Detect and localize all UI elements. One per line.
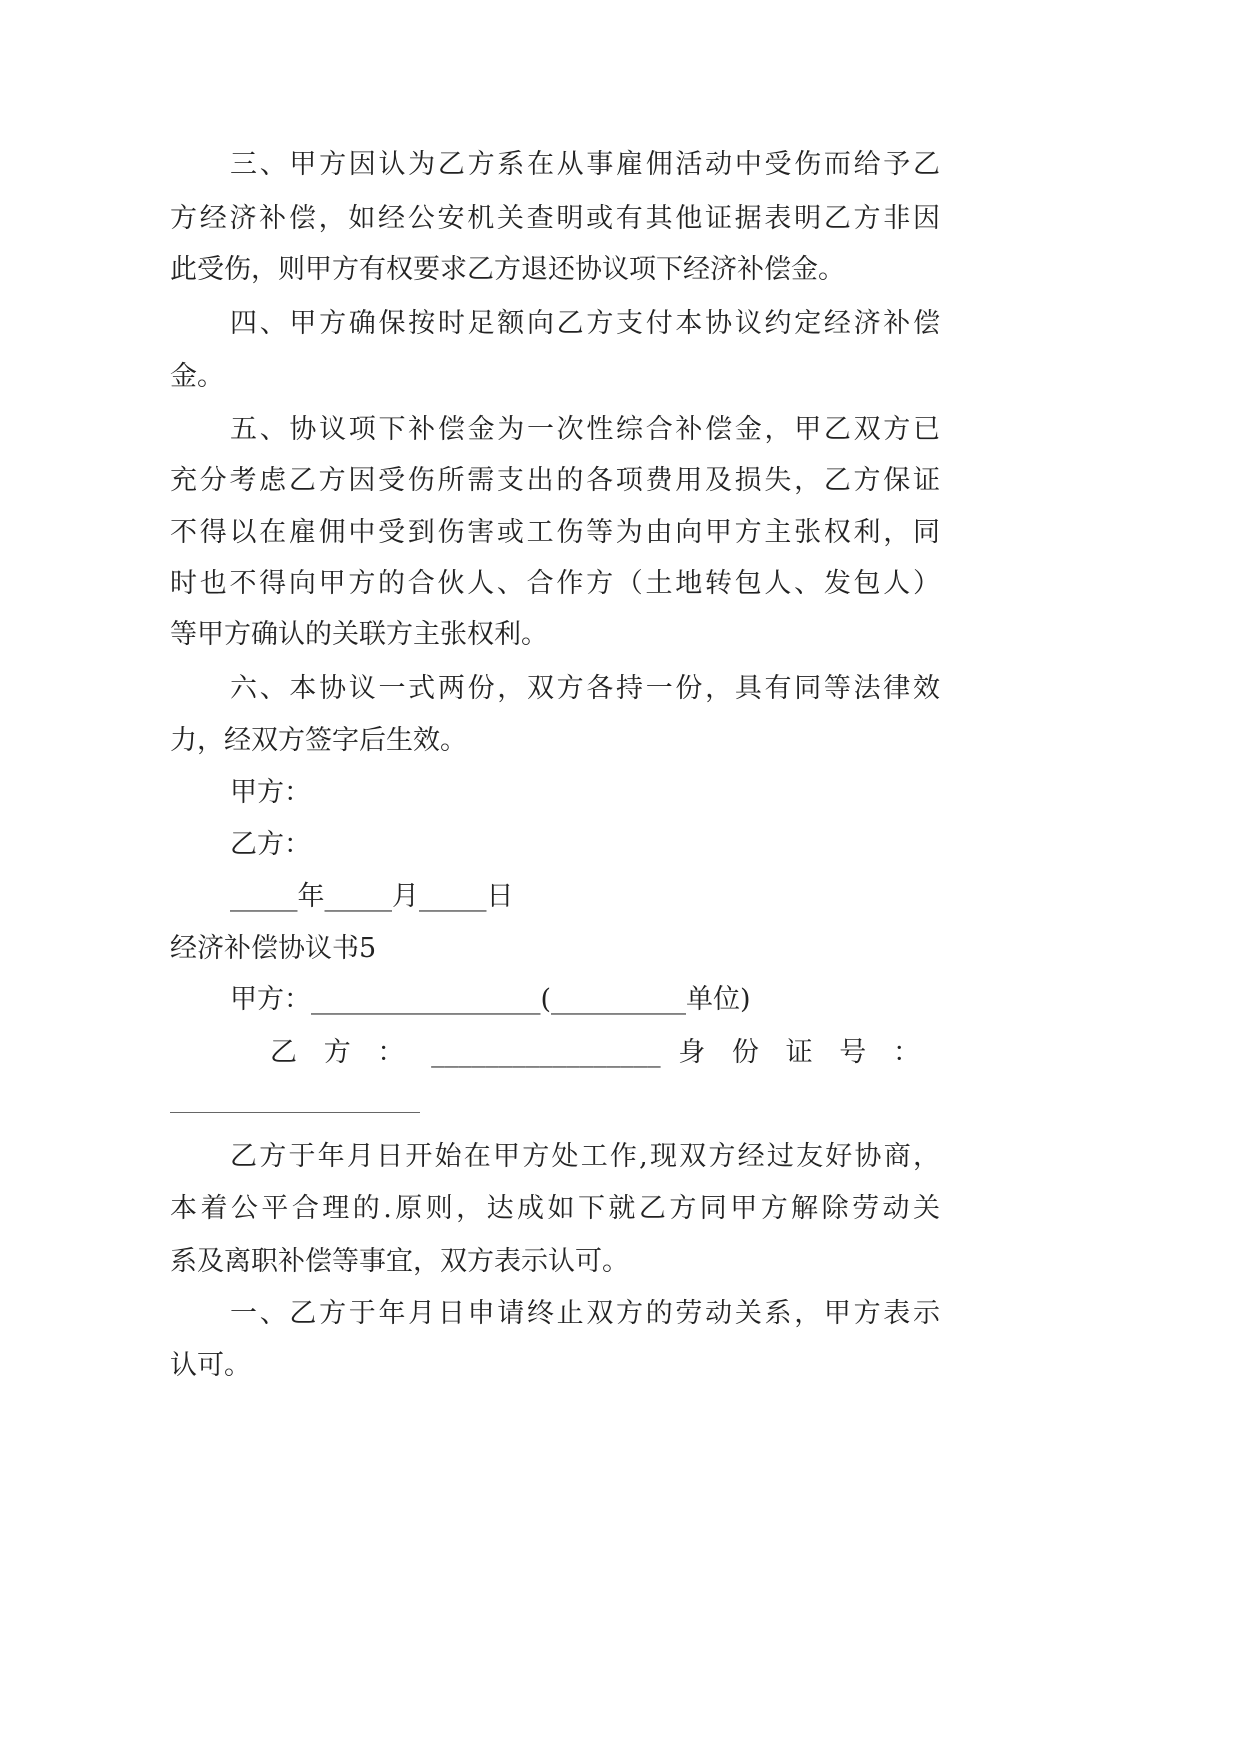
party-b-field: 乙 方 ： _________________ 身 份 证 号 ： (270, 1037, 920, 1068)
paragraph-line: 等甲方确认的关联方主张权利。 (170, 619, 548, 650)
id-number-blank-line (170, 1112, 420, 1113)
paragraph-line: 乙方于年月日开始在甲方处工作,现双方经过友好协商， (230, 1141, 940, 1172)
paragraph-line: 力，经双方签字后生效。 (170, 725, 467, 756)
party-a-field: 甲方：_________________(__________单位) (230, 984, 751, 1015)
paragraph-line: 五、协议项下补偿金为一次性综合补偿金，甲乙双方已 (230, 414, 940, 445)
document-title: 经济补偿协议书5 (170, 933, 377, 964)
paragraph-line: 本着公平合理的.原则，达成如下就乙方同甲方解除劳动关 (170, 1193, 940, 1224)
party-a-signature-label: 甲方： (230, 777, 311, 808)
paragraph-line: 一、乙方于年月日申请终止双方的劳动关系，甲方表示 (230, 1298, 940, 1329)
paragraph-line: 四、甲方确保按时足额向乙方支付本协议约定经济补偿 (230, 308, 940, 339)
paragraph-line: 系及离职补偿等事宜，双方表示认可。 (170, 1246, 629, 1277)
paragraph-line: 充分考虑乙方因受伤所需支出的各项费用及损失，乙方保证 (170, 465, 940, 496)
paragraph-line: 六、本协议一式两份，双方各持一份，具有同等法律效 (230, 673, 940, 704)
paragraph-line: 方经济补偿，如经公安机关查明或有其他证据表明乙方非因 (170, 203, 940, 234)
paragraph-line: 三、甲方因认为乙方系在从事雇佣活动中受伤而给予乙 (230, 149, 940, 180)
date-line: _____年_____月_____日 (230, 881, 514, 912)
paragraph-line: 此受伤，则甲方有权要求乙方退还协议项下经济补偿金。 (170, 254, 845, 285)
paragraph-line: 不得以在雇佣中受到伤害或工伤等为由向甲方主张权利，同 (170, 517, 940, 548)
party-b-signature-label: 乙方： (230, 829, 311, 860)
paragraph-line: 金。 (170, 361, 224, 392)
paragraph-line: 时也不得向甲方的合伙人、合作方（土地转包人、发包人） (170, 568, 940, 599)
paragraph-line: 认可。 (170, 1350, 251, 1381)
